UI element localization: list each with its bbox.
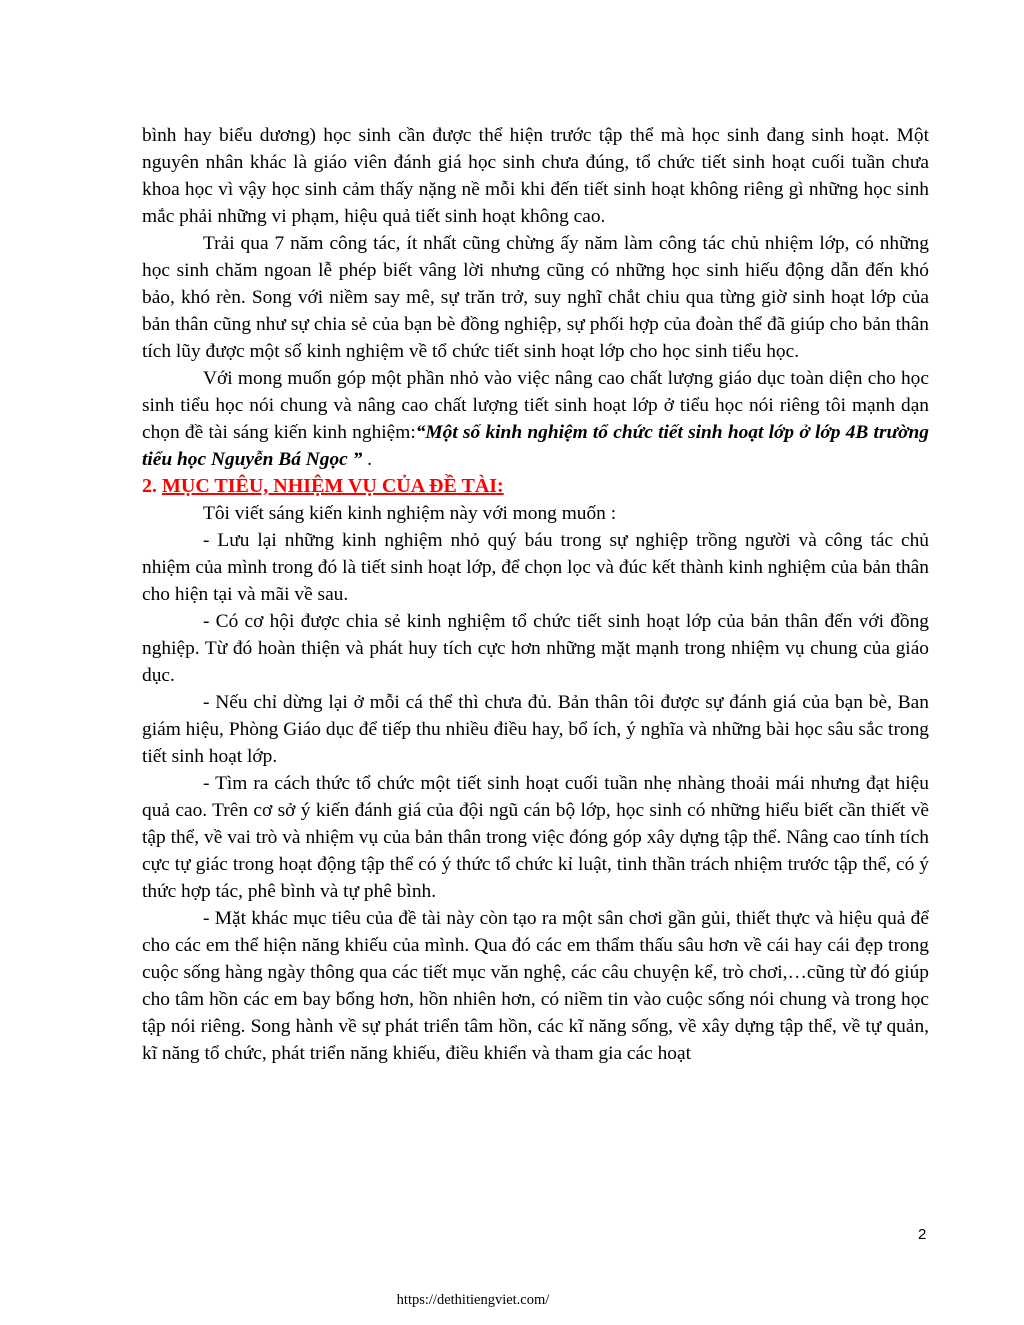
topic-intro-text: Với mong muốn góp một phần nhỏ vào việc nâng cao chất lượng giáo dục toàn diện cho học sinh tiểu học nói chung và nâng cao chất lượng tiết sinh hoạt lớp ở tiểu học nói riêng tôi mạnh dạn chọn đề tài sáng kiến kinh nghiệm:: [142, 368, 929, 443]
footer-url[interactable]: https://dethitiengviet.com/: [396, 1292, 550, 1308]
paragraph-continuation: bình hay biểu dương) học sinh cần được thể hiện trước tập thể mà học sinh đang sinh hoạt. Một nguyên nhân khác là giáo viên đánh giá học sinh chưa đúng, tổ chức tiết sinh hoạt cuối tuần chưa khoa học vì vậy học sinh cảm thấy nặng nề mỗi khi đến tiết sinh hoạt không riêng gì những học sinh mắc phải những vi phạm, hiệu quả tiết sinh hoạt không cao.: [142, 125, 929, 227]
page-number: 2: [918, 1226, 927, 1243]
topic-end-text: .: [362, 449, 372, 470]
list-item: - Mặt khác mục tiêu của đề tài này còn tạo ra một sân chơi gần gủi, thiết thực và hiệu quả để cho các em thể hiện năng khiếu của mình. Qua đó các em thẩm thấu sâu hơn về cái hay cái đẹp trong cuộc sống hàng ngày thông qua các tiết mục văn nghệ, các câu chuyện kể, trò chơi,…cũng từ đó giúp cho tâm hồn các em bay bổng hơn, hồn nhiên hơn, có niềm tin vào cuộc sống nói chung và trong học tập nói riêng. Song hành về sự phát triển tâm hồn, các kĩ năng sống, về xây dựng tập thể, về tự quản, kĩ năng tổ chức, phát triển năng khiếu, điều khiển và tham gia các hoạt: [142, 908, 929, 1064]
topic-title: “Một số kinh nghiệm tổ chức tiết sinh hoạt lớp ở lớp 4B trường tiểu học Nguyễn Bá Ngọc ”: [142, 422, 929, 470]
page-body: [142, 122, 929, 1067]
section-heading-text: MỤC TIÊU, NHIỆM VỤ CỦA ĐỀ TÀI:: [162, 475, 504, 497]
section-heading: [142, 473, 929, 500]
paragraph-experience: Trải qua 7 năm công tác, ít nhất cũng chừng ấy năm làm công tác chủ nhiệm lớp, có những học sinh chăm ngoan lễ phép biết vâng lời nhưng cũng có những học sinh hiếu động dẫn đến khó bảo, khó rèn. Song với niềm say mê, sự trăn trở, suy nghĩ chắt chiu qua từng giờ sinh hoạt lớp của bản thân cũng như sự chia sẻ của bạn bè đồng nghiệp, sự phối hợp của đoàn thể đã giúp cho bản thân tích lũy được một số kinh nghiệm về tổ chức tiết sinh hoạt lớp cho học sinh tiểu học.: [142, 233, 929, 362]
list-item: - Có cơ hội được chia sẻ kinh nghiệm tổ chức tiết sinh hoạt lớp của bản thân đến với đồng nghiệp. Từ đó hoàn thiện và phát huy tích cực hơn những mặt mạnh trong nhiệm vụ chung của giáo dục.: [142, 611, 929, 686]
list-item: - Nếu chỉ dừng lại ở mỗi cá thể thì chưa đủ. Bản thân tôi được sự đánh giá của bạn bè, Ban giám hiệu, Phòng Giáo dục để tiếp thu nhiều điều hay, bổ ích, ý nghĩa và những bài học sâu sắc trong tiết sinh hoạt lớp.: [142, 692, 929, 767]
section-number: 2.: [142, 475, 162, 497]
list-item: - Lưu lại những kinh nghiệm nhỏ quý báu trong sự nghiệp trồng người và công tác chủ nhiệm của mình trong đó là tiết sinh hoạt lớp, để chọn lọc và đúc kết thành kinh nghiệm của bản thân cho hiện tại và mãi về sau.: [142, 530, 929, 605]
paragraph-topic-choice: [142, 365, 929, 473]
list-item: - Tìm ra cách thức tổ chức một tiết sinh hoạt cuối tuần nhẹ nhàng thoải mái nhưng đạt hiệu quả cao. Trên cơ sở ý kiến đánh giá của đội ngũ cán bộ lớp, học sinh có những hiểu biết cần thiết về tập thể, về vai trò và nhiệm vụ của bản thân trong việc đóng góp xây dựng tập thể. Nâng cao tính tích cực tự giác trong hoạt động tập thể có ý thức tổ chức kỉ luật, tinh thần trách nhiệm trước tập thể, có ý thức hợp tác, phê bình và tự phê bình.: [142, 773, 929, 902]
section-intro: Tôi viết sáng kiến kinh nghiệm này với mong muốn :: [203, 503, 617, 524]
